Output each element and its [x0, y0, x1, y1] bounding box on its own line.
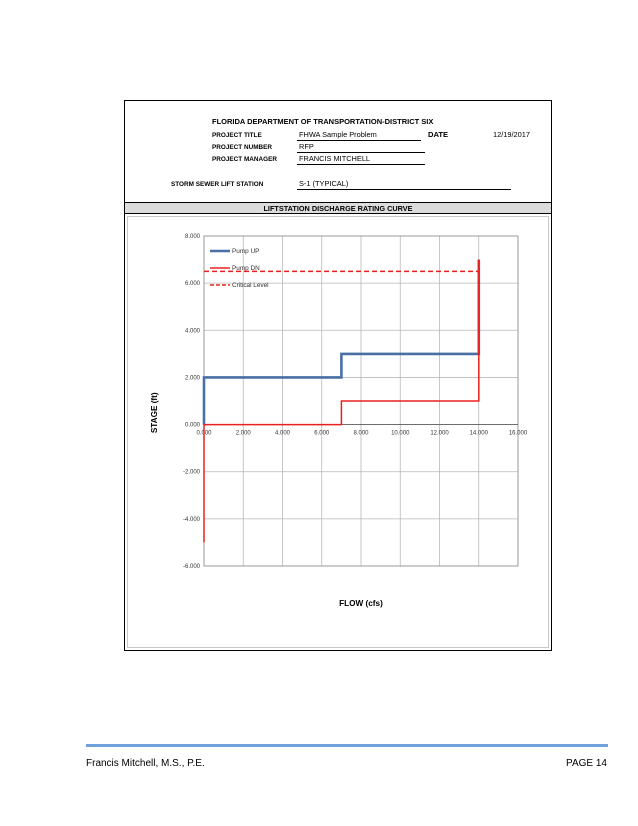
y-tick-label-1: -4.000: [182, 516, 200, 523]
y-tick-label-0: -6.000: [182, 564, 200, 570]
x-axis-title: FLOW (cfs): [339, 599, 383, 608]
y-tick-label-2: -2.000: [182, 469, 200, 476]
report-sheet: [124, 100, 552, 651]
section-title: LIFTSTATION DISCHARGE RATING CURVE: [263, 204, 413, 213]
station-underline: [297, 189, 511, 190]
project-title-value: FHWA Sample Problem: [299, 130, 377, 139]
project-title-label: PROJECT TITLE: [212, 132, 262, 139]
station-value: S-1 (TYPICAL): [299, 179, 349, 188]
date-label: DATE: [428, 130, 449, 139]
y-axis-title: STAGE (ft): [150, 392, 159, 434]
section-header-bar: [125, 202, 551, 214]
x-tick-label-8: 16.000: [508, 430, 528, 437]
project-title-underline: [297, 140, 421, 141]
footer-author: Francis Mitchell, M.S., P.E.: [86, 758, 205, 769]
footer-page-number: PAGE 14: [566, 758, 607, 769]
x-tick-label-6: 12.000: [430, 430, 449, 437]
y-tick-label-3: 0.000: [184, 422, 200, 429]
legend-label-pump-up: Pump UP: [232, 248, 260, 255]
project-number-value: RFP: [299, 142, 314, 151]
x-tick-label-2: 4.000: [274, 430, 291, 437]
x-tick-label-1: 2.000: [235, 430, 251, 437]
legend-label-critical-level: Critical Level: [232, 282, 269, 289]
y-tick-label-4: 2.000: [184, 375, 200, 382]
legend-label-pump-dn: Pump DN: [232, 265, 260, 272]
date-value: 12/19/2017: [493, 130, 530, 139]
footer-rule: [86, 744, 608, 747]
x-tick-label-5: 10.000: [391, 430, 410, 437]
x-tick-label-0: 0.000: [196, 430, 212, 437]
x-tick-label-7: 14.000: [469, 430, 488, 437]
project-number-label: PROJECT NUMBER: [212, 144, 273, 151]
chart-frame: [127, 216, 549, 648]
project-manager-value: FRANCIS MITCHELL: [299, 154, 371, 163]
rating-curve-chart: [128, 217, 548, 647]
series-line-pump-dn: [204, 260, 479, 543]
y-tick-label-7: 8.000: [184, 234, 200, 240]
org-title: FLORIDA DEPARTMENT OF TRANSPORTATION-DISTRICT SIX: [212, 117, 434, 126]
y-tick-label-6: 6.000: [184, 281, 200, 288]
y-tick-label-5: 4.000: [184, 328, 200, 335]
project-manager-label: PROJECT MANAGER: [212, 156, 277, 163]
station-label: STORM SEWER LIFT STATION: [171, 181, 264, 188]
project-manager-underline: [297, 164, 425, 165]
x-tick-label-3: 6.000: [314, 430, 330, 437]
x-tick-label-4: 8.000: [353, 430, 369, 437]
project-number-underline: [297, 152, 425, 153]
